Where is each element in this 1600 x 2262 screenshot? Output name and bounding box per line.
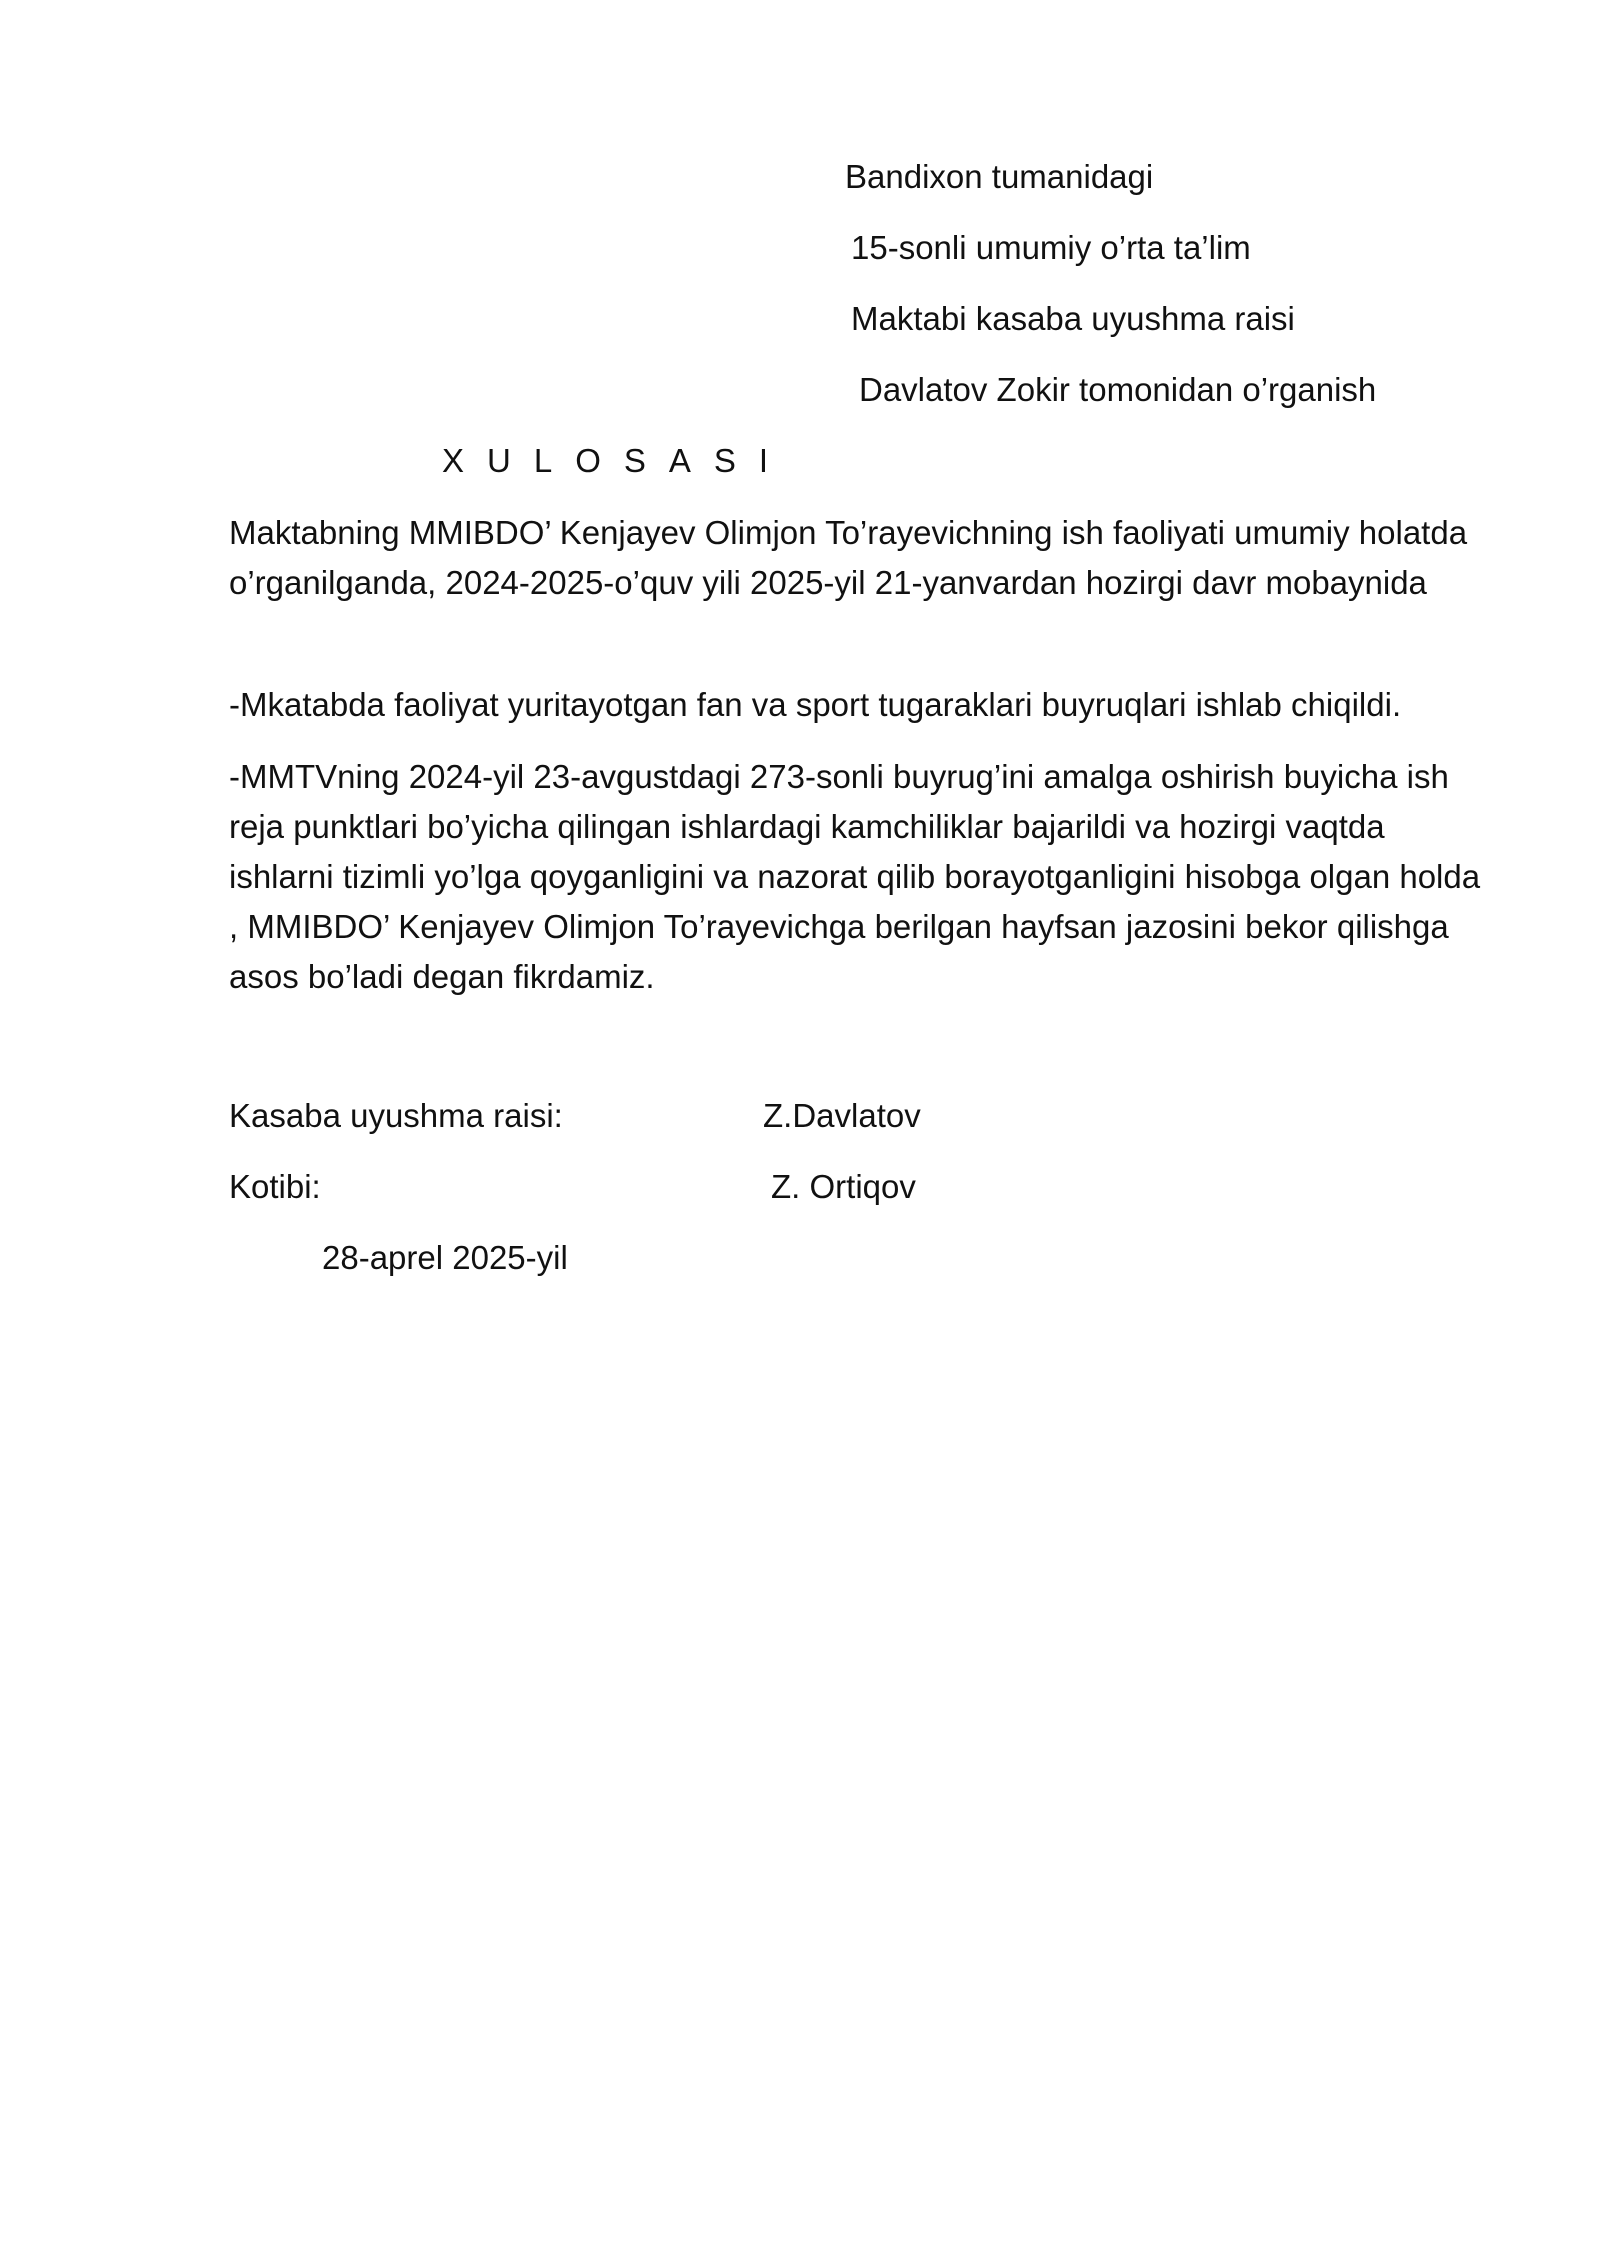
point-1-paragraph: -Mkatabda faoliyat yuritayotgan fan va sport tugaraklari buyruqlari ishlab chiqildi. (229, 686, 1402, 723)
secretary-name: Z. Ortiqov (771, 1168, 916, 1205)
chair-name: Z.Davlatov (763, 1097, 921, 1134)
document-title: XULOSASI (442, 442, 792, 479)
intro-paragraph: Maktabning MMIBDO’ Kenjayev Olimjon To’rayevichning ish faoliyati umumiy holatda o’rganilganda, 2024-2025-o’quv yili 2025-yil 21-yanvardan hozirgi davr mobaynida (229, 514, 1468, 601)
addressee-line-1: Bandixon tumanidagi (845, 158, 1154, 195)
document-date: 28-aprel 2025-yil (322, 1239, 568, 1276)
addressee-line-4: Davlatov Zokir tomonidan o’rganish (859, 371, 1377, 408)
addressee-line-2: 15-sonli umumiy o’rta ta’lim (851, 229, 1251, 266)
addressee-line-3: Maktabi kasaba uyushma raisi (851, 300, 1295, 337)
secretary-label: Kotibi: (229, 1168, 321, 1205)
chair-label: Kasaba uyushma raisi: (229, 1097, 563, 1134)
point-2-paragraph: -MMTVning 2024-yil 23-avgustdagi 273-sonli buyrug’ini amalga oshirish buyicha ish reja punktlari bo’yicha qilingan ishlardagi kamchiliklar bajarildi va hozirgi vaqtda ishlarni tizimli yo’lga qoyganligini va nazorat qilib borayotganligini hisobga olgan holda , MMIBDO’ Kenjayev Olimjon To’rayevichga berilgan hayfsan jazosini bekor qilishga asos bo’ladi degan fikrdamiz. (229, 758, 1481, 995)
